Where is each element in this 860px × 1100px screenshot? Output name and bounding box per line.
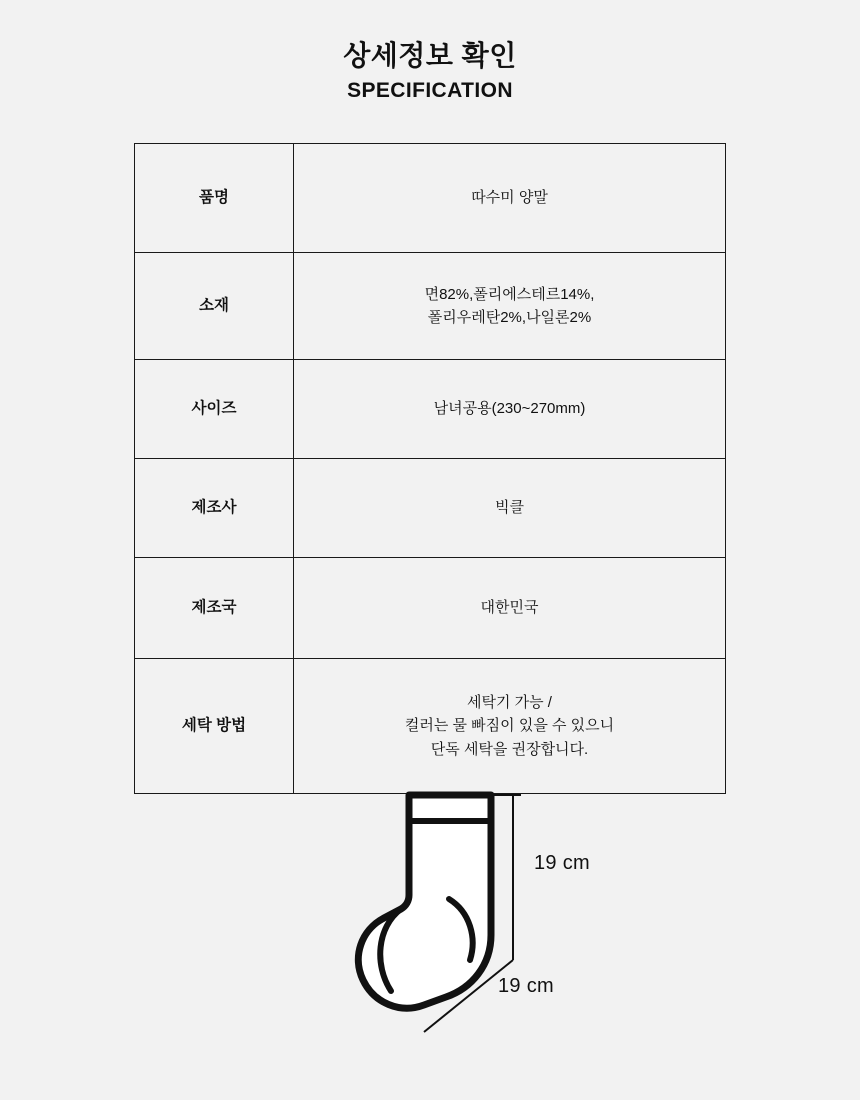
table-row: [135, 360, 726, 459]
value-line: 대한민국: [480, 599, 539, 617]
specification-table: [134, 143, 726, 794]
row-value-size: [294, 360, 726, 459]
table-row: [135, 459, 726, 558]
value-line: 컬러는 물 빠짐이 있을 수 있으니: [404, 717, 615, 735]
row-label-country: 제조국: [135, 558, 294, 659]
value-line: 빅클: [495, 499, 524, 517]
page-header: [0, 0, 860, 103]
row-label-product-name: 품명: [135, 144, 294, 253]
table-row: [135, 558, 726, 659]
value-line: 폴리우레탄2%,나일론2%: [427, 309, 592, 326]
page-title-en: SPECIFICATION: [347, 79, 513, 102]
row-value-manufacturer: [294, 459, 726, 558]
value-line: 따수미 양말: [471, 189, 548, 207]
row-label-manufacturer: 제조사: [135, 459, 294, 558]
dimension-label-width: 19 cm: [498, 975, 554, 997]
value-line: 단독 세탁을 권장합니다.: [430, 740, 589, 758]
page-title-ko: 상세정보 확인: [343, 40, 517, 71]
row-label-material: 소재: [135, 253, 294, 360]
sock-body-path: [358, 795, 491, 1008]
value-line: 세탁기 가능 /: [467, 694, 552, 712]
row-label-wash-method: 세탁 방법: [135, 659, 294, 794]
sock-illustration: [0, 760, 860, 1070]
row-value-material: [294, 253, 726, 360]
value-line: 남녀공용(230~270mm): [433, 400, 586, 418]
value-line: 면82%,폴리에스테르14%,: [424, 285, 595, 303]
table-row: [135, 253, 726, 360]
row-value-country: [294, 558, 726, 659]
dimension-label-height: 19 cm: [534, 852, 590, 874]
row-value-product-name: [294, 144, 726, 253]
row-label-size: 사이즈: [135, 360, 294, 459]
table-row: [135, 144, 726, 253]
